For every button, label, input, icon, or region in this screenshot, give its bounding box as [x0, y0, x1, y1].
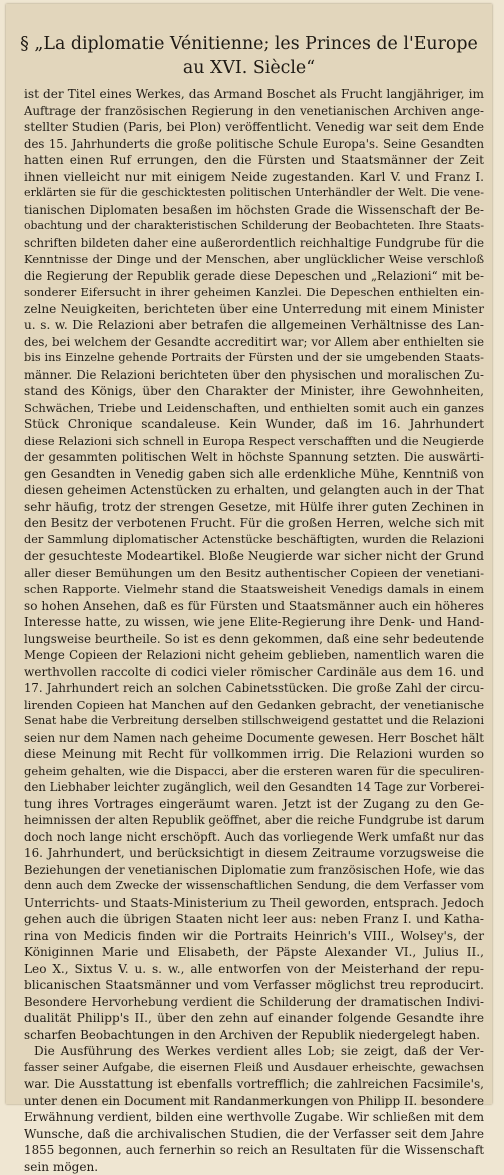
article-line: Königinnen Marie und Elisabeth, der Päpste Alexander VI., Julius II., [24, 944, 484, 961]
article-line: u. s. w. Die Relazioni aber betrafen die allgemeinen Verhältnisse des Lan- [24, 317, 484, 334]
article-line: der Sammlung diplomatischer Actenstücke beschäftigten, wurden die Relazioni [24, 532, 484, 549]
article-line: der gesammten politischen Welt in höchste Spannung setzten. Die auswärti- [24, 449, 484, 466]
article-line: sehr häufig, trotz der strengen Gesetze, mit Hülfe ihrer guten Zechinen in [24, 499, 484, 516]
article-line: gehen auch die übrigen Staaten nicht leer aus: neben Franz I. und Katha- [24, 911, 484, 928]
article-line: Die Ausführung des Werkes verdient alles Lob; sie zeigt, daß der Ver- [24, 1043, 484, 1060]
article-line: Kenntnisse der Dinge und der Menschen, aber unglücklicher Weise verschloß [24, 251, 484, 268]
heading-line-1: § „La diplomatie Vénitienne; les Princes de l'Europe [20, 34, 478, 54]
article-line: doch noch lange nicht erschöpft. Auch das vorliegende Werk umfaßt nur das [24, 829, 484, 846]
article-line: heimnissen der alten Republik geöffnet, aber die reiche Fundgrube ist darum [24, 812, 484, 829]
article-line: stellter Studien (Paris, bei Plon) veröffentlicht. Venedig war seit dem Ende [24, 119, 484, 136]
article-line: schen Rapporte. Vielmehr stand die Staatsweisheit Venedigs damals in einem [24, 581, 484, 598]
article-line: fasser seiner Aufgabe, die eisernen Fleiß und Ausdauer erheischte, gewachsen [24, 1060, 484, 1077]
article-line: diesen geheimen Actenstücken zu erhalten, und gelangten auch in der That [24, 482, 484, 499]
article-line: tung ihres Vortrages eingeräumt waren. Jetzt ist der Zugang zu den Ge- [24, 796, 484, 813]
article-line: war. Die Ausstattung ist ebenfalls vortrefflich; die zahlreichen Facsimile's, [24, 1076, 484, 1093]
article-line: erklärten sie für die geschicktesten politischen Unterhändler der Welt. Die vene- [24, 185, 484, 202]
article-line: den Besitz der verbotenen Frucht. Für die großen Herren, welche sich mit [24, 515, 484, 532]
article-line: Schwächen, Triebe und Leidenschaften, und enthielten somit auch ein ganzes [24, 400, 484, 417]
article-line: seien nur dem Namen nach geheime Documente gewesen. Herr Boschet hält [24, 730, 484, 747]
article-line: bis ins Einzelne gehende Portraits der Fürsten und der sie umgebenden Staats- [24, 350, 484, 367]
article-line: 17. Jahrhundert reich an solchen Cabinetsstücken. Die große Zahl der circu- [24, 680, 484, 697]
article-body [6, 86, 492, 1175]
article-line: Wunsche, daß die archivalischen Studien, die der Verfasser seit dem Jahre [24, 1126, 484, 1143]
article-line: so hohen Ansehen, daß es für Fürsten und Staatsmänner auch ein höheres [24, 598, 484, 615]
newspaper-clipping [6, 4, 492, 1104]
article-line: gen Gesandten in Venedig gaben sich alle erdenkliche Mühe, Kenntniß von [24, 466, 484, 483]
article-line: geheim gehalten, wie die Dispacci, aber die ersteren waren für die speculiren- [24, 763, 484, 780]
article-line: den Liebhaber leichter zugänglich, weil den Gesandten 14 Tage zur Vorberei- [24, 779, 484, 796]
article-line: lirenden Copieen hat Manchen auf den Gedanken gebracht, der venetianische [24, 697, 484, 714]
article-line: Beziehungen der venetianischen Diplomatie zum französischen Hofe, wie das [24, 862, 484, 879]
article-line: rina von Medicis finden wir die Portraits Heinrich's VIII., Wolsey's, der [24, 928, 484, 945]
article-line: lungsweise beurtheile. So ist es denn gekommen, daß eine sehr bedeutende [24, 631, 484, 648]
article-line: tianischen Diplomaten besaßen im höchsten Grade die Wissenschaft der Be- [24, 202, 484, 219]
article-line: die Regierung der Republik gerade diese Depeschen und „Relazioni“ mit be- [24, 268, 484, 285]
article-line: Erwähnung verdient, bilden eine werthvolle Zugabe. Wir schließen mit dem [24, 1109, 484, 1126]
heading-line-2: au XVI. Siècle“ [6, 56, 492, 80]
article-line: Unterrichts- und Staats-Ministerium zu Theil geworden, entsprach. Jedoch [24, 895, 484, 912]
article-line: Menge Copieen der Relazioni nicht geheim geblieben, namentlich waren die [24, 647, 484, 664]
article-line: dualität Philipp's II., über den zehn auf einander folgende Gesandte ihre [24, 1010, 484, 1027]
article-line: aller dieser Bemühungen um den Besitz authentischer Copieen der venetiani- [24, 565, 484, 582]
article-line: 1855 begonnen, auch fernerhin so reich an Resultaten für die Wissenschaft [24, 1142, 484, 1159]
article-line: stand des Königs, über den Charakter der Minister, ihre Gewohnheiten, [24, 383, 484, 400]
article-line: ihnen vielleicht nur mit einigem Neide zugestanden. Karl V. und Franz I. [24, 169, 484, 186]
article-line: diese Meinung mit Recht für vollkommen irrig. Die Relazioni wurden so [24, 746, 484, 763]
article-line: des, bei welchem der Gesandte accreditirt war; vor Allem aber enthielten sie [24, 334, 484, 351]
article-line: Interesse hatte, zu wissen, wie jene Elite-Regierung ihre Denk- und Hand- [24, 614, 484, 631]
article-line: obachtung und der charakteristischen Schilderung der Beobachteten. Ihre Staats- [24, 218, 484, 235]
article-line: diese Relazioni sich schnell in Europa Respect verschafften und die Neugierde [24, 433, 484, 450]
article-line: sonderer Eifersucht in ihrer geheimen Kanzlei. Die Depeschen enthielten ein- [24, 284, 484, 301]
article-line: sein mögen. [24, 1159, 484, 1175]
article-line: denn auch dem Zwecke der wissenschaftlichen Sendung, die dem Verfasser vom [24, 878, 484, 895]
article-line: des 15. Jahrhunderts die große politische Schule Europa's. Seine Gesandten [24, 136, 484, 153]
article-line: scharfen Beobachtungen in den Archiven der Republik niedergelegt haben. [24, 1027, 484, 1044]
article-line: werthvollen raccolte di codici vieler römischer Cardinäle aus dem 16. und [24, 664, 484, 681]
article-line: zelne Neuigkeiten, berichteten über eine Unterredung mit einem Minister [24, 301, 484, 318]
article-line: Auftrage der französischen Regierung in den venetianischen Archiven ange- [24, 103, 484, 120]
article-line: schriften bildeten daher eine außerordentlich reichhaltige Fundgrube für die [24, 235, 484, 252]
article-line: 16. Jahrhundert, und berücksichtigt in diesem Zeitraume vorzugsweise die [24, 845, 484, 862]
article-line: männer. Die Relazioni berichteten über den physischen und moralischen Zu- [24, 367, 484, 384]
article-line: der gesuchteste Modeartikel. Bloße Neugierde war sicher nicht der Grund [24, 548, 484, 565]
article-line: Leo X., Sixtus V. u. s. w., alle entworfen von der Meisterhand der repu- [24, 961, 484, 978]
article-line: Senat habe die Verbreitung derselben stillschweigend gestattet und die Relazioni [24, 713, 484, 730]
article-line: Stück Chronique scandaleuse. Kein Wunder, daß im 16. Jahrhundert [24, 416, 484, 433]
article-heading [6, 32, 492, 80]
article-line: unter denen ein Document mit Randanmerkungen von Philipp II. besondere [24, 1093, 484, 1110]
article-line: blicanischen Staatsmänner und vom Verfasser möglichst treu reproducirt. [24, 977, 484, 994]
article-line: hatten einen Ruf errungen, den die Fürsten und Staatsmänner der Zeit [24, 152, 484, 169]
article-line: Besondere Hervorhebung verdient die Schilderung der dramatischen Indivi- [24, 994, 484, 1011]
article-line: ist der Titel eines Werkes, das Armand Boschet als Frucht langjähriger, im [24, 86, 484, 103]
